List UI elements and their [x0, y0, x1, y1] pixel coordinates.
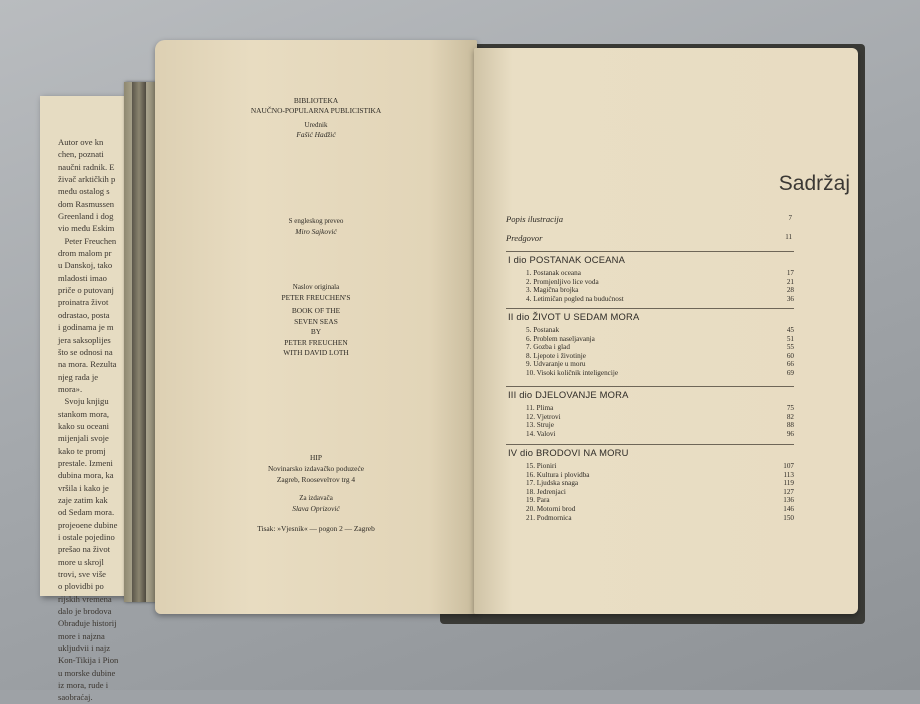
toc-entry-title: 6. Problem naseljavanja [526, 334, 595, 343]
toc-entry-title: 9. Udvaranje u moru [526, 360, 586, 369]
toc-entry-page: 17 [786, 269, 794, 277]
toc-entry-page: 11 [785, 233, 792, 241]
spine-band [132, 82, 146, 602]
toc-entry-title: 11. Plima [526, 404, 554, 412]
toc-entry-title: 14. Valovi [526, 429, 556, 438]
original-title-line: BY [310, 327, 322, 336]
toc-part-rule [506, 251, 794, 252]
toc-entry-title: 21. Podmornica [526, 513, 572, 522]
toc-entry-page: 136 [783, 496, 794, 505]
toc-entry-page: 7 [788, 214, 792, 222]
original-title-line: PETER FREUCHEN'S [281, 293, 351, 302]
toc-entry-page: 21 [786, 277, 794, 286]
series-label: BIBLIOTEKA [293, 96, 339, 105]
original-title-label: Naslov originala [292, 283, 340, 291]
toc-entry-page: 113 [783, 470, 794, 479]
publisher-name: Novinarsko izdavačko poduzeće [267, 464, 365, 473]
publisher-code: HIP [310, 453, 322, 462]
toc-entry-page: 60 [786, 351, 794, 360]
editor-name: Fašić Hadžić [296, 130, 336, 139]
series-name: NAUČNO-POPULARNA PUBLICISTIKA [250, 106, 382, 115]
toc-entry-page: 36 [786, 294, 794, 303]
toc-entry-title: 16. Kultura i plovidba [526, 470, 590, 479]
printer-line: Tisak: »Vjesnik« — pogon 2 — Zagreb [257, 524, 375, 533]
translator-name: Miro Sajković [295, 227, 337, 236]
toc-entry-title: 10. Visoki količnik inteligencije [526, 369, 619, 377]
toc-entry-title: 4. Letimičan pogled na budućnost [526, 294, 624, 303]
left-page [155, 40, 477, 614]
toc-entry-page: 55 [786, 343, 794, 352]
toc-entry-page: 51 [786, 334, 794, 343]
toc-entry-page: 88 [786, 421, 794, 430]
toc-entry-title: 7. Gozba i glad [526, 343, 570, 352]
toc-front-entry [506, 214, 792, 224]
toc-entry-page: 150 [783, 513, 794, 522]
toc-part-heading: II dio ŽIVOT U SEDAM MORA [508, 311, 640, 322]
toc-entry-title: 19. Para [526, 496, 550, 505]
toc-entry-title: Predgovor [506, 233, 543, 243]
original-title-line: WITH DAVID LOTH [283, 348, 349, 357]
original-title-line: SEVEN SEAS [294, 317, 338, 326]
toc-entry-page: 66 [786, 360, 794, 369]
toc-part-heading: I dio POSTANAK OCEANA [508, 254, 626, 265]
toc-entry-title: Popis ilustracija [506, 214, 564, 224]
toc-entry-page: 127 [783, 487, 794, 496]
flyleaf-text: Autor ove kn chen, poznati naučni radnik. E živač arktičkih p među ostalog s dom Rasmussen Greenland i dog vio među Eskim Peter Freuchen drom malom pr u Danskoj, tako mladosti imao priče o putovanj proinatra život odrastao, posta i godinama je m jera saksoplijes što se odnosi na na mora. Rezulta njeg rada je mora». Svoju knjigu stankom mora, kako su oceani mijenjali svoje kako te promj prestale. Izmeni dubina mora, ka vršila i kako je zaje zatim kak od Sedam mora. projeoene dubine i ostale pojedino prešao na život more u skrojl trovi, sve više o plovidbi po rijskih vremena dalo je brodova Obrađuje historij more i najzna ukljudvii i najz Kon-Tikija i Pion u morske dubine iz mora, rude i saobraćaj. [58, 137, 119, 703]
toc-part-rule [506, 386, 794, 387]
toc-part-heading: III dio DJELOVANJE MORA [508, 389, 629, 400]
toc-entry-title: 2. Promjenljivo lice voda [526, 277, 599, 286]
for-publisher-name: Slava Oprizović [292, 504, 340, 513]
toc-entry-title: 17. Ljudska snaga [526, 479, 579, 488]
toc-entry-title: 1. Postanak oceana [526, 269, 581, 277]
editor-label: Urednik [304, 121, 328, 129]
toc-front-entry [506, 233, 792, 243]
toc-part-rule [506, 308, 794, 309]
toc-entry-page: 96 [786, 429, 794, 438]
toc-entry-title: 15. Pioniri [526, 462, 557, 470]
toc-entry-title: 8. Ljepote i životinje [526, 351, 586, 360]
toc-entry-page: 75 [786, 404, 794, 412]
toc-entry-title: 12. Vjetrovi [526, 412, 561, 421]
toc-part-rule [506, 444, 794, 445]
toc-title: Sadržaj [778, 172, 850, 195]
toc-entry-page: 107 [783, 462, 794, 470]
toc-entry-page: 69 [786, 369, 794, 377]
toc-entry-title: 5. Postanak [526, 326, 560, 334]
publisher-address: Zagreb, Roosevelтov trg 4 [276, 475, 356, 484]
translator-label: S engleskog preveo [288, 217, 344, 225]
toc-entry-page: 82 [786, 412, 794, 421]
toc-entry-page: 45 [786, 326, 794, 334]
toc-part-heading: IV dio BRODOVI NA MORU [508, 447, 629, 458]
toc-entry-title: 13. Struje [526, 421, 554, 430]
toc-entry-title: 18. Jedrenjaci [526, 487, 566, 496]
toc-entry-page: 146 [783, 505, 794, 513]
toc-entry-page: 28 [786, 286, 794, 295]
toc-entry-page: 119 [783, 479, 794, 488]
for-publisher-label: Za izdavača [299, 494, 333, 502]
original-title-line: BOOK OF THE [291, 306, 341, 315]
toc-entry-title: 3. Magična brojka [526, 286, 579, 295]
toc-entry-title: 20. Motorni brod [526, 505, 576, 513]
original-title-line: PETER FREUCHEN [284, 338, 348, 347]
